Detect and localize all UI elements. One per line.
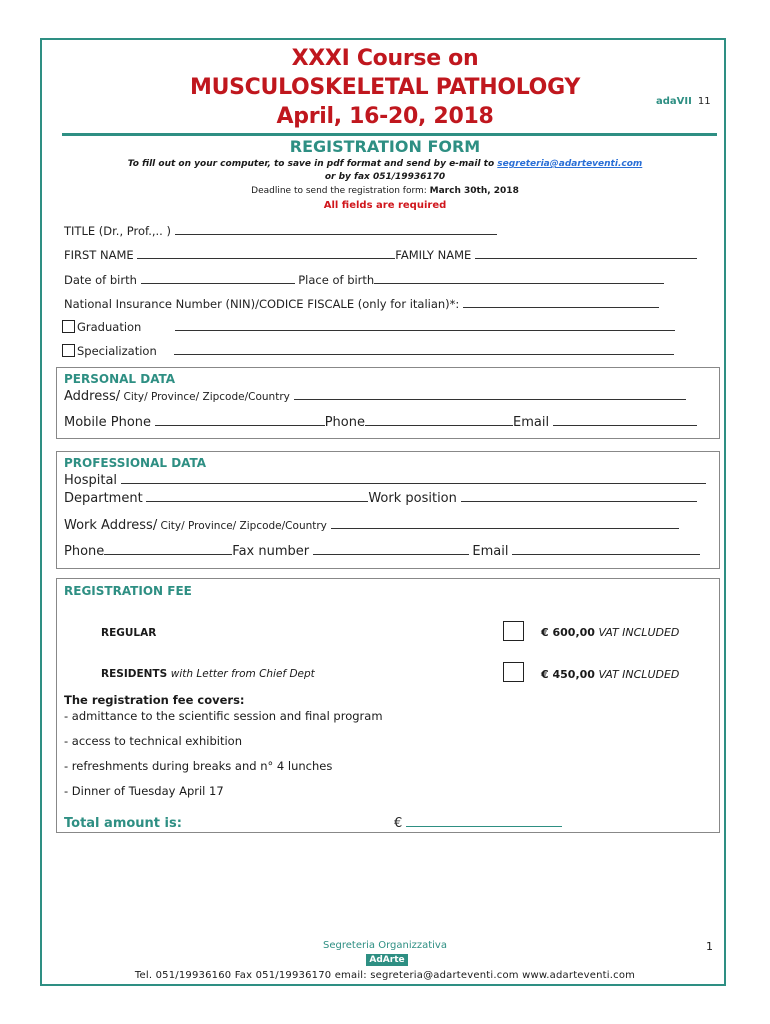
department-row xyxy=(64,491,697,506)
instructions-fax: or by fax 051/19936170 xyxy=(324,172,446,182)
work-address-detail-label: City/ Province/ Zipcode/Country xyxy=(157,520,327,532)
address-detail-label: City/ Province/ Zipcode/Country xyxy=(120,391,290,403)
address-label: Address/ xyxy=(64,389,121,404)
address-input-line[interactable] xyxy=(294,389,686,400)
covers-item: - refreshments during breaks and n° 4 lunches xyxy=(64,759,333,773)
personal-data-title: PERSONAL DATA xyxy=(64,372,176,386)
regular-price xyxy=(541,626,679,639)
work-phone-input-line[interactable] xyxy=(104,544,232,555)
email-input-line[interactable] xyxy=(553,415,697,426)
professional-data-title: PROFESSIONAL DATA xyxy=(64,456,207,470)
work-contact-row xyxy=(64,544,700,559)
graduation-checkbox[interactable] xyxy=(62,320,75,333)
address-field xyxy=(64,389,686,404)
professional-data-section xyxy=(56,451,720,569)
place-of-birth-label: Place of birth xyxy=(298,273,375,287)
hospital-label: Hospital xyxy=(64,473,118,488)
residents-note: with Letter from Chief Dept xyxy=(170,668,315,680)
code-prefix: adaVII xyxy=(656,96,692,107)
birth-field-row xyxy=(64,273,664,287)
email-link[interactable]: segreteria@adarteventi.com xyxy=(497,159,643,169)
fax-input-line[interactable] xyxy=(313,544,469,555)
title-field[interactable] xyxy=(64,224,497,238)
residents-price-amount: € 450,00 xyxy=(541,668,595,681)
phone-row xyxy=(64,415,697,430)
first-name-label: FIRST NAME xyxy=(64,248,134,262)
covers-title: The registration fee covers: xyxy=(64,693,245,707)
work-email-label: Email xyxy=(472,544,509,559)
residents-price xyxy=(541,668,679,681)
covers-item: - Dinner of Tuesday April 17 xyxy=(64,784,224,798)
total-amount-label: Total amount is: xyxy=(64,816,182,831)
course-date: April, 16-20, 2018 xyxy=(276,104,494,129)
family-name-input-line[interactable] xyxy=(475,248,697,259)
regular-checkbox[interactable] xyxy=(503,621,524,641)
specialization-field xyxy=(62,344,674,358)
nin-field xyxy=(64,297,659,311)
work-position-input-line[interactable] xyxy=(461,491,697,502)
required-note: All fields are required xyxy=(323,200,447,211)
department-input-line[interactable] xyxy=(146,491,368,502)
document-code xyxy=(656,96,711,107)
work-position-label: Work position xyxy=(368,491,457,506)
graduation-field xyxy=(62,320,675,334)
deadline-date: March 30th, 2018 xyxy=(429,186,519,196)
adarte-logo xyxy=(366,954,408,966)
instructions-text: To fill out on your computer, to save in pdf format and send by e-mail to xyxy=(127,159,498,169)
phone-label: Phone xyxy=(324,415,365,430)
specialization-label: Specialization xyxy=(77,344,157,358)
footer-contact: Tel. 051/19936160 Fax 051/19936170 email: segreteria@adarteventi.com www.adarteventi.com xyxy=(134,970,636,981)
fax-label: Fax number xyxy=(232,544,310,559)
registration-fee-section xyxy=(56,578,720,833)
hospital-field xyxy=(64,473,706,488)
first-name-input-line[interactable] xyxy=(137,248,395,259)
secretariat-label: Segreteria Organizzativa xyxy=(323,940,447,951)
covers-item: - access to technical exhibition xyxy=(64,734,242,748)
date-of-birth-label: Date of birth xyxy=(64,273,137,287)
page-number: 1 xyxy=(706,940,713,953)
covers-item: - admittance to the scientific session and final program xyxy=(64,709,383,723)
specialization-checkbox[interactable] xyxy=(62,344,75,357)
work-address-input-line[interactable] xyxy=(331,518,679,529)
residents-checkbox[interactable] xyxy=(503,662,524,682)
instructions xyxy=(0,158,770,170)
hospital-input-line[interactable] xyxy=(121,473,706,484)
nin-label: National Insurance Number (NIN)/CODICE FISCALE (only for italian)*: xyxy=(64,297,460,311)
title-label: TITLE (Dr., Prof.,.. ) xyxy=(64,224,171,238)
residents-label: RESIDENTS xyxy=(101,668,168,680)
course-title-line1: XXXI Course on xyxy=(291,46,479,71)
date-of-birth-input-line[interactable] xyxy=(141,273,295,284)
logo-text: AdArte xyxy=(369,955,405,965)
mobile-phone-label: Mobile Phone xyxy=(64,415,152,430)
personal-data-section xyxy=(56,367,720,439)
graduation-input-line[interactable] xyxy=(175,320,675,331)
form-title: REGISTRATION FORM xyxy=(289,137,481,156)
nin-input-line[interactable] xyxy=(463,297,659,308)
email-label: Email xyxy=(512,415,550,430)
registration-fee-title: REGISTRATION FEE xyxy=(64,584,192,598)
name-field-row xyxy=(64,248,697,262)
regular-label: REGULAR xyxy=(101,627,157,639)
total-amount-field xyxy=(394,816,562,831)
course-title-line2: MUSCULOSKELETAL PATHOLOGY xyxy=(189,75,580,100)
deadline-label: Deadline to send the registration form: xyxy=(251,186,430,196)
title-input-line[interactable] xyxy=(175,224,497,235)
family-name-label: FAMILY NAME xyxy=(395,248,472,262)
regular-price-amount: € 600,00 xyxy=(541,626,595,639)
regular-vat-note: VAT INCLUDED xyxy=(598,626,680,639)
residents-vat-note: VAT INCLUDED xyxy=(598,668,680,681)
code-number: 11 xyxy=(697,96,711,107)
specialization-input-line[interactable] xyxy=(174,344,674,355)
place-of-birth-input-line[interactable] xyxy=(374,273,664,284)
work-phone-label: Phone xyxy=(64,544,105,559)
mobile-phone-input-line[interactable] xyxy=(155,415,325,426)
graduation-label: Graduation xyxy=(77,320,142,334)
work-email-input-line[interactable] xyxy=(512,544,700,555)
header-rule xyxy=(62,133,717,136)
work-address-field xyxy=(64,518,679,533)
currency-symbol: € xyxy=(394,816,403,831)
total-amount-input-line[interactable] xyxy=(406,816,562,827)
department-label: Department xyxy=(64,491,143,506)
phone-input-line[interactable] xyxy=(365,415,513,426)
work-address-label: Work Address/ xyxy=(64,518,158,533)
residents-row xyxy=(101,668,315,680)
deadline xyxy=(0,186,770,196)
